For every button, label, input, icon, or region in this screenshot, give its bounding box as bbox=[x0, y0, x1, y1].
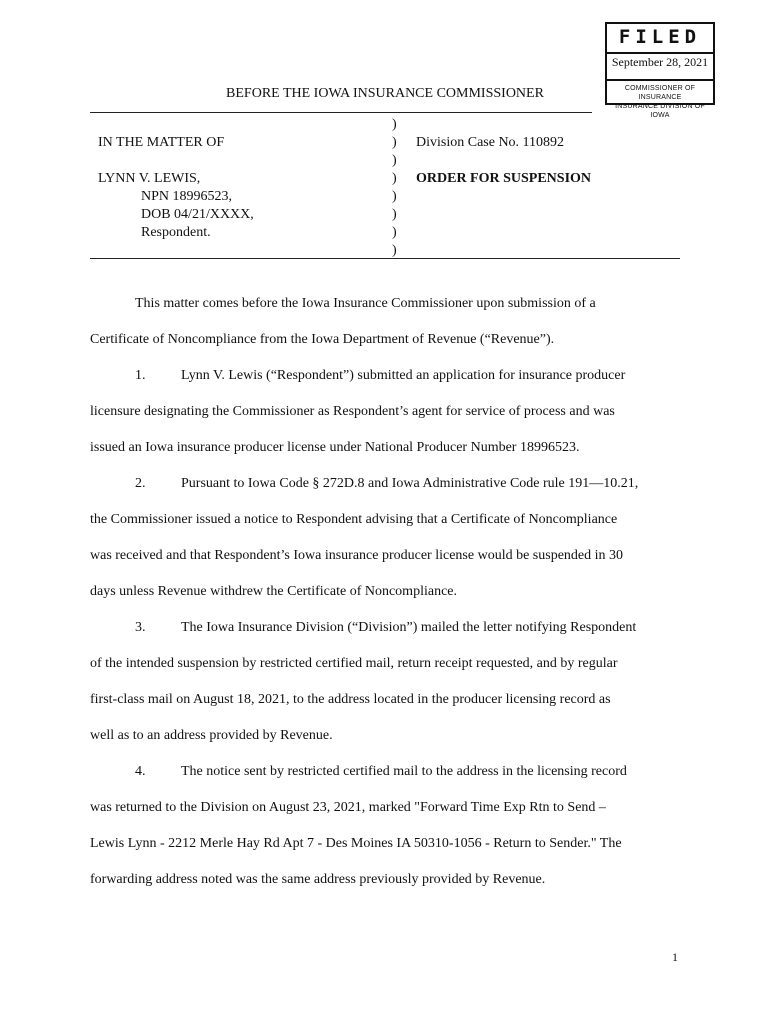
caption-respondent-name: LYNN V. LEWIS, bbox=[98, 171, 201, 186]
paragraph-number: 3. bbox=[135, 620, 146, 635]
paragraph-line: forwarding address noted was the same address previously provided by Revenue. bbox=[90, 872, 546, 887]
caption-dob: DOB 04/21/XXXX, bbox=[141, 207, 254, 222]
stamp-org-line1: COMMISSIONER OF INSURANCE bbox=[624, 85, 696, 101]
paragraph-line: issued an Iowa insurance producer license under National Producer Number 18996523. bbox=[90, 440, 580, 455]
paragraph-line: first-class mail on August 18, 2021, to the address located in the producer licensing record as bbox=[90, 692, 611, 707]
document-heading: BEFORE THE IOWA INSURANCE COMMISSIONER bbox=[226, 86, 544, 101]
caption-paren: ) bbox=[392, 207, 397, 222]
stamp-divider bbox=[607, 52, 713, 54]
paragraph-line: the Commissioner issued a notice to Respondent advising that a Certificate of Noncompliance bbox=[90, 512, 618, 527]
paragraph-line: The notice sent by restricted certified mail to the address in the licensing record bbox=[181, 764, 627, 779]
caption-paren: ) bbox=[392, 243, 397, 258]
intro-line: Certificate of Noncompliance from the Iowa Department of Revenue (“Revenue”). bbox=[90, 332, 555, 347]
paragraph-line: of the intended suspension by restricted certified mail, return receipt requested, and by regular bbox=[90, 656, 618, 671]
caption-paren: ) bbox=[392, 153, 397, 168]
paragraph-number: 4. bbox=[135, 764, 146, 779]
case-number: Division Case No. 110892 bbox=[416, 135, 565, 150]
caption-in-the-matter: IN THE MATTER OF bbox=[98, 135, 225, 150]
page-number: 1 bbox=[672, 950, 678, 964]
stamp-org-line2: INSURANCE DIVISION OF IOWA bbox=[615, 103, 705, 119]
paragraph-line: was received and that Respondent’s Iowa insurance producer license would be suspended in 30 bbox=[90, 548, 624, 563]
paragraph-line: well as to an address provided by Revenue. bbox=[90, 728, 333, 743]
stamp-date: September 28, 2021 bbox=[611, 55, 709, 69]
paragraph-number: 2. bbox=[135, 476, 146, 491]
heading-rule bbox=[90, 112, 592, 113]
paragraph-line: days unless Revenue withdrew the Certificate of Noncompliance. bbox=[90, 584, 457, 599]
stamp-title: FILED bbox=[618, 26, 702, 48]
paragraph-line: The Iowa Insurance Division (“Division”) mailed the letter notifying Respondent bbox=[181, 620, 637, 635]
paragraph-line: licensure designating the Commissioner as Respondent’s agent for service of process and was bbox=[90, 404, 615, 419]
paragraph-number: 1. bbox=[135, 368, 146, 383]
caption-role: Respondent. bbox=[141, 225, 211, 240]
caption-paren: ) bbox=[392, 135, 397, 150]
intro-line: This matter comes before the Iowa Insurance Commissioner upon submission of a bbox=[135, 296, 596, 311]
caption-paren: ) bbox=[392, 189, 397, 204]
order-title: ORDER FOR SUSPENSION bbox=[416, 171, 592, 186]
caption-paren: ) bbox=[392, 117, 397, 132]
caption-paren: ) bbox=[392, 171, 397, 186]
caption-paren: ) bbox=[392, 225, 397, 240]
paragraph-line: Lynn V. Lewis (“Respondent”) submitted an application for insurance producer bbox=[181, 368, 626, 383]
stamp-divider bbox=[607, 79, 713, 81]
caption-npn: NPN 18996523, bbox=[141, 189, 233, 204]
paragraph-line: was returned to the Division on August 23, 2021, marked "Forward Time Exp Rtn to Send – bbox=[90, 800, 606, 815]
caption-rule bbox=[90, 258, 680, 259]
paragraph-line: Pursuant to Iowa Code § 272D.8 and Iowa Administrative Code rule 191—10.21, bbox=[181, 476, 639, 491]
paragraph-line: Lewis Lynn - 2212 Merle Hay Rd Apt 7 - Des Moines IA 50310-1056 - Return to Sender." The bbox=[90, 836, 622, 851]
